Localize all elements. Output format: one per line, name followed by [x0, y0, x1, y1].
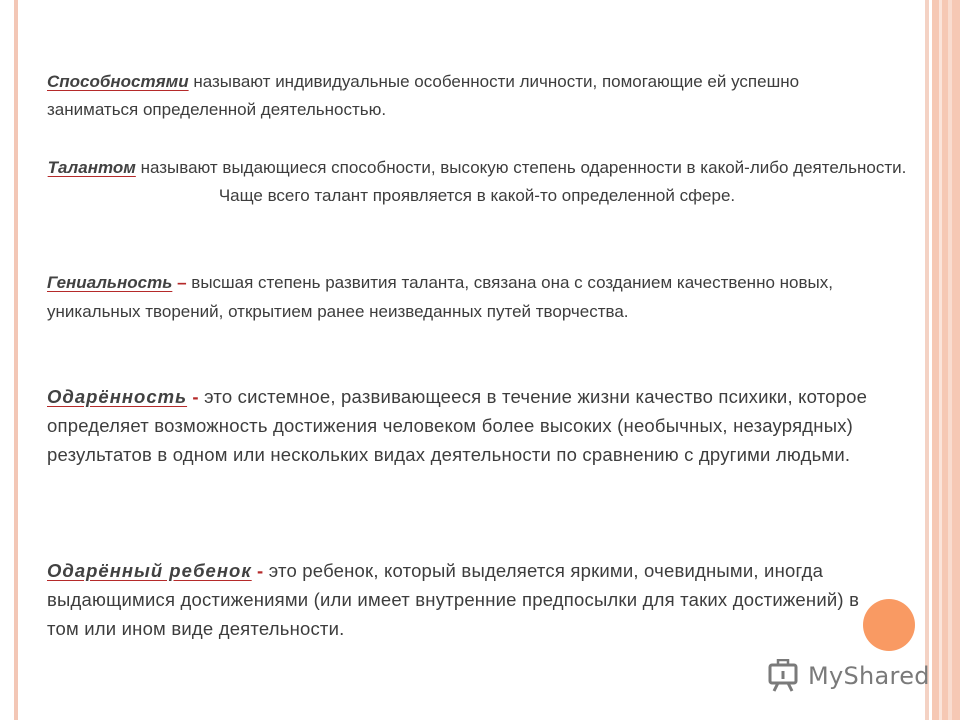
definition-talent — [47, 154, 907, 210]
left-frame-line — [14, 0, 18, 720]
definition-text: высшая степень развития таланта, связана она с созданием качественно новых, уникальных творений, открытием ранее неизведанных путей творчества. — [47, 273, 833, 321]
myshared-watermark — [766, 656, 930, 696]
right-frame-line — [925, 0, 929, 720]
term-separator: - — [192, 386, 199, 407]
definition-text: называют индивидуальные особенности личности, помогающие ей успешно заниматься определенной деятельностью. — [47, 72, 800, 119]
term-genius: Гениальность — [47, 273, 173, 292]
term-separator: - — [257, 560, 264, 581]
right-frame-line — [939, 0, 942, 720]
right-frame-line — [948, 0, 952, 720]
definition-gifted-child — [47, 556, 877, 643]
definition-giftedness — [47, 382, 897, 469]
term-gifted-child: Одарённый ребенок — [47, 560, 252, 581]
term-abilities: Способностями — [47, 72, 189, 91]
definition-genius — [47, 268, 867, 326]
term-separator: – — [177, 273, 187, 292]
right-frame-band — [932, 0, 960, 720]
myshared-logo-icon — [766, 659, 802, 693]
term-talent: Талантом — [47, 158, 136, 177]
definition-abilities — [47, 68, 867, 124]
definition-text: называют выдающиеся способности, высокую степень одаренности в какой-либо деятельности. Чаще всего талант проявляется в какой-то определенной сфере. — [140, 158, 907, 205]
watermark-text: MyShared — [808, 662, 930, 690]
term-giftedness: Одарённость — [47, 386, 188, 407]
definition-text: это системное, развивающееся в течение жизни качество психики, которое определяет возможность достижения человеком более высоких (необычных, незаурядных) результатов в одном или нескольких видах деятельности по сравнению с другими людьми. — [47, 386, 868, 465]
definition-text: это ребенок, который выделяется яркими, очевидными, иногда выдающимися достижениями (или имеет внутренние предпосылки для таких достижений) в том или ином виде деятельности. — [47, 560, 860, 639]
